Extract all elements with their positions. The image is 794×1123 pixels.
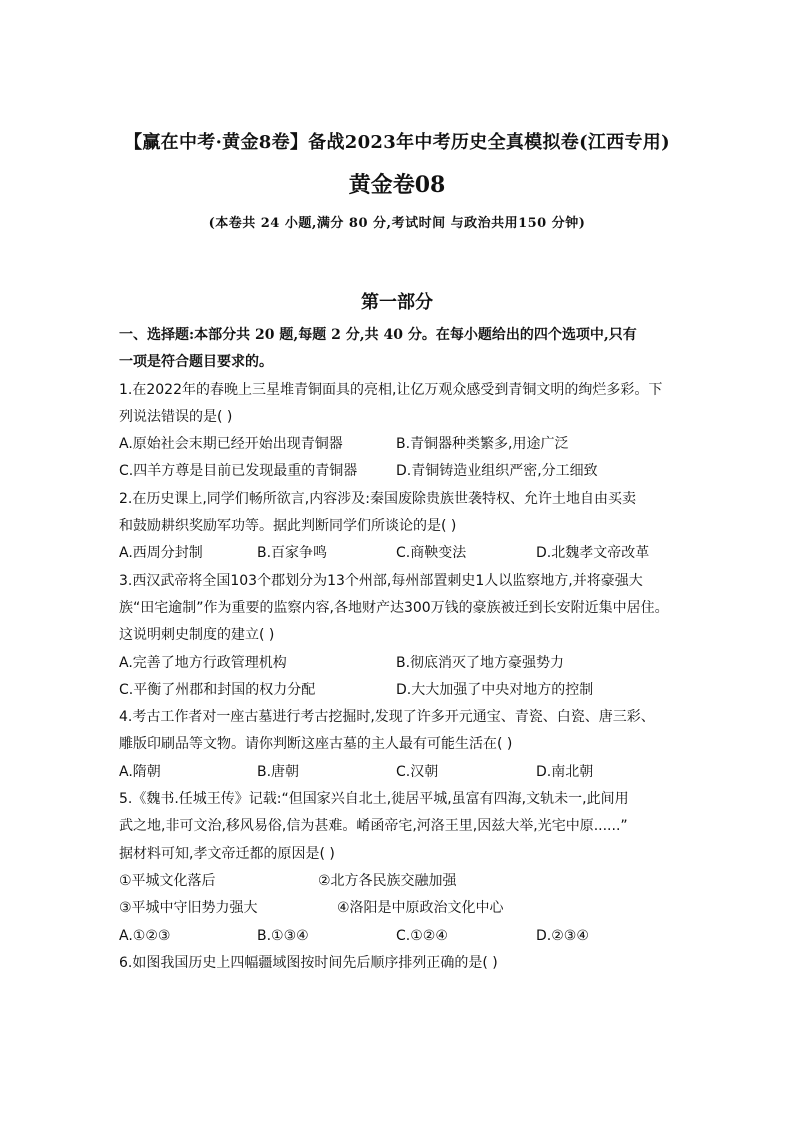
question-5-option-a[interactable]: A.①②③	[119, 927, 171, 944]
question-5-item-4: ④洛阳是中原政治文化中心	[337, 900, 504, 917]
question-4-option-c[interactable]: C.汉朝	[396, 763, 439, 780]
question-4-stem-cont: 雕版印刷品等文物。请你判断这座古墓的主人最有可能生活在( )	[119, 736, 513, 753]
question-3-option-c[interactable]: C.平衡了州郡和封国的权力分配	[119, 681, 316, 698]
exam-subtitle: 黄金卷08	[348, 172, 446, 198]
question-2-stem-cont: 和鼓励耕织奖励军功等。据此判断同学们所谈论的是( )	[119, 518, 457, 535]
question-1-option-d[interactable]: D.青铜铸造业组织严密,分工细致	[396, 463, 598, 480]
question-6-stem: 6.如图我国历史上四幅疆域图按时间先后顺序排列正确的是( )	[119, 954, 498, 971]
question-4-option-b[interactable]: B.唐朝	[257, 763, 300, 780]
question-4-option-a[interactable]: A.隋朝	[119, 763, 161, 780]
question-3-stem: 3.西汉武帝将全国103个郡划分为13个州部,每州部置刺史1人以监察地方,并将豪强大	[119, 572, 643, 589]
question-3-stem-end: 这说明刺史制度的建立( )	[119, 627, 275, 644]
question-5-option-c[interactable]: C.①②④	[396, 927, 448, 944]
section-instruction-cont: 一项是符合题目要求的。	[119, 354, 273, 371]
question-2-option-c[interactable]: C.商鞅变法	[396, 545, 467, 562]
question-3-stem-cont: 族“田宅逾制”作为重要的监察内容,各地财产达300万钱的豪族被迁到长安附近集中居住。	[119, 599, 669, 616]
question-1-stem: 1.在2022年的春晚上三星堆青铜面具的亮相,让亿万观众感受到青铜文明的绚烂多彩。下	[119, 381, 663, 398]
question-5-item-1: ①平城文化落后	[119, 872, 216, 889]
question-3-option-d[interactable]: D.大大加强了中央对地方的控制	[396, 681, 594, 698]
question-5-stem: 5.《魏书.任城王传》记载:“但国家兴自北土,徙居平城,虽富有四海,文轨未一,此间用	[119, 791, 629, 808]
question-1-option-c[interactable]: C.四羊方尊是目前已发现最重的青铜器	[119, 463, 358, 480]
question-2-options	[119, 540, 679, 567]
question-4-option-d[interactable]: D.南北朝	[536, 763, 594, 780]
question-2-option-b[interactable]: B.百家争鸣	[257, 545, 328, 562]
question-5-items-row1	[119, 868, 679, 895]
question-5-stem-cont: 武之地,非可文治,移风易俗,信为甚难。崤函帝宅,河洛王里,因兹大举,光宅中原......”	[119, 818, 628, 835]
question-list	[119, 322, 679, 977]
question-1-option-a[interactable]: A.原始社会末期已经开始出现青铜器	[119, 436, 343, 453]
question-5-item-2: ②北方各民族交融加强	[318, 872, 457, 889]
question-2-stem: 2.在历史课上,同学们畅所欲言,内容涉及:秦国废除贵族世袭特权、允许土地自由买卖	[119, 490, 636, 507]
question-3-option-a[interactable]: A.完善了地方行政管理机构	[119, 654, 287, 671]
question-2-option-a[interactable]: A.西周分封制	[119, 545, 203, 562]
section-instruction: 一、选择题:本部分共 20 题,每题 2 分,共 40 分。在每小题给出的四个选项中,只有	[119, 327, 637, 343]
question-1-option-b[interactable]: B.青铜器种类繁多,用途广泛	[396, 436, 569, 453]
question-5-option-d[interactable]: D.②③④	[536, 927, 589, 944]
question-5-item-3: ③平城中守旧势力强大	[119, 900, 258, 917]
question-2-option-d[interactable]: D.北魏孝文帝改革	[536, 545, 650, 562]
question-3-options-row1	[119, 650, 679, 677]
question-5-stem-end: 据材料可知,孝文帝迁都的原因是( )	[119, 845, 335, 862]
section-title: 第一部分	[361, 292, 433, 313]
question-4-options	[119, 759, 679, 786]
exam-title: 【赢在中考·黄金8卷】备战2023年中考历史全真模拟卷(江西专用)	[124, 132, 670, 153]
question-4-stem: 4.考古工作者对一座古墓进行考古挖掘时,发现了许多开元通宝、青瓷、白瓷、唐三彩、	[119, 709, 655, 726]
question-3-options-row2	[119, 677, 679, 704]
question-1-stem-cont: 列说法错误的是( )	[119, 408, 233, 425]
question-5-options	[119, 923, 679, 950]
exam-note: (本卷共 24 小题,满分 80 分,考试时间 与政治共用150 分钟)	[208, 216, 586, 231]
question-1-options-row1	[119, 431, 679, 458]
question-5-option-b[interactable]: B.①③④	[257, 927, 309, 944]
question-1-options-row2	[119, 458, 679, 485]
question-5-items-row2	[119, 895, 679, 922]
question-3-option-b[interactable]: B.彻底消灭了地方豪强势力	[396, 654, 565, 671]
